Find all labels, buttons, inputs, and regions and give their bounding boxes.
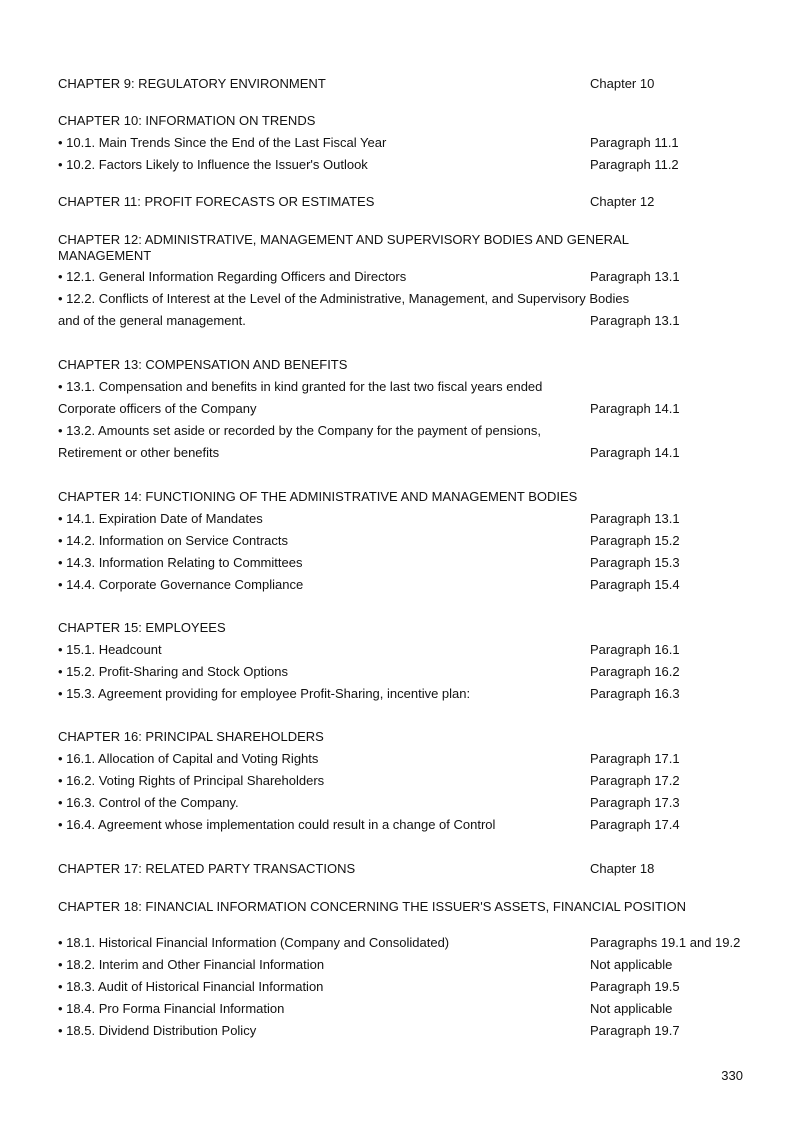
item-label: • 18.1. Historical Financial Information (Company and Consolidated) <box>58 935 450 950</box>
reference: Paragraph 13.1 <box>590 511 680 526</box>
reference: Not applicable <box>590 957 673 972</box>
item-label: • 18.4. Pro Forma Financial Information <box>58 1001 285 1016</box>
item-label: • 14.3. Information Relating to Committees <box>58 555 303 570</box>
chapter-heading: CHAPTER 17: RELATED PARTY TRANSACTIONS <box>58 861 356 876</box>
item-label: • 15.3. Agreement providing for employee Profit-Sharing, incentive plan: <box>58 686 471 701</box>
item-label: • 15.1. Headcount <box>58 642 162 657</box>
reference: Paragraph 16.2 <box>590 664 680 679</box>
chapter-9-row <box>58 75 758 93</box>
item-label: • 13.1. Compensation and benefits in kind granted for the last two fiscal years ended <box>58 379 543 394</box>
chapter-16-row <box>58 728 758 746</box>
item-label: • 16.3. Control of the Company. <box>58 795 239 810</box>
reference: Paragraph 17.3 <box>590 795 680 810</box>
toc-item <box>58 934 758 952</box>
toc-item <box>58 290 758 308</box>
chapter-15-row <box>58 619 758 637</box>
item-label: • 12.1. General Information Regarding Officers and Directors <box>58 269 407 284</box>
reference: Paragraph 16.3 <box>590 686 680 701</box>
chapter-heading: CHAPTER 11: PROFIT FORECASTS OR ESTIMATES <box>58 194 375 209</box>
chapter-11-row <box>58 193 758 211</box>
item-label: • 18.2. Interim and Other Financial Information <box>58 957 325 972</box>
reference: Paragraph 14.1 <box>590 401 680 416</box>
item-label: • 10.2. Factors Likely to Influence the Issuer's Outlook <box>58 157 368 172</box>
toc-item <box>58 978 758 996</box>
reference: Paragraph 15.4 <box>590 577 680 592</box>
item-label: • 12.2. Conflicts of Interest at the Level of the Administrative, Management, and Supervisory Bodies <box>58 291 630 306</box>
reference: Paragraph 17.2 <box>590 773 680 788</box>
item-label: Corporate officers of the Company <box>58 401 257 416</box>
chapter-heading: CHAPTER 18: FINANCIAL INFORMATION CONCERNING THE ISSUER'S ASSETS, FINANCIAL POSITION <box>58 899 687 914</box>
item-label: Retirement or other benefits <box>58 445 220 460</box>
toc-item <box>58 956 758 974</box>
toc-item <box>58 750 758 768</box>
item-label: • 13.2. Amounts set aside or recorded by the Company for the payment of pensions, <box>58 423 541 438</box>
page-number: 330 <box>721 1068 743 1083</box>
item-label: • 16.4. Agreement whose implementation could result in a change of Control <box>58 817 496 832</box>
chapter-10-row <box>58 112 758 130</box>
toc-item <box>58 816 758 834</box>
chapter-18-row <box>58 898 758 916</box>
reference: Paragraph 17.4 <box>590 817 680 832</box>
reference: Paragraph 15.3 <box>590 555 680 570</box>
toc-item <box>58 1022 758 1040</box>
toc-item <box>58 772 758 790</box>
chapter-heading: CHAPTER 16: PRINCIPAL SHAREHOLDERS <box>58 729 324 744</box>
toc-item <box>58 156 758 174</box>
chapter-12-heading: CHAPTER 12: ADMINISTRATIVE, MANAGEMENT AND SUPERVISORY BODIES AND GENERAL MANAGEMENT <box>58 232 629 263</box>
toc-item-continuation <box>58 400 758 418</box>
toc-item <box>58 663 758 681</box>
reference: Paragraph 19.5 <box>590 979 680 994</box>
item-label: • 14.1. Expiration Date of Mandates <box>58 511 263 526</box>
chapter-heading: CHAPTER 10: INFORMATION ON TRENDS <box>58 113 316 128</box>
item-label: • 16.2. Voting Rights of Principal Shareholders <box>58 773 325 788</box>
reference: Not applicable <box>590 1001 673 1016</box>
toc-item-continuation <box>58 312 758 330</box>
reference: Paragraph 13.1 <box>590 269 680 284</box>
reference: Paragraph 15.2 <box>590 533 680 548</box>
chapter-14-row <box>58 488 758 506</box>
reference: Paragraph 16.1 <box>590 642 680 657</box>
reference: Paragraph 19.7 <box>590 1023 680 1038</box>
toc-item <box>58 422 758 440</box>
item-label: • 14.2. Information on Service Contracts <box>58 533 288 548</box>
chapter-13-row <box>58 356 758 374</box>
toc-item <box>58 532 758 550</box>
toc-item <box>58 685 758 703</box>
reference: Paragraph 13.1 <box>590 313 680 328</box>
chapter-heading: CHAPTER 15: EMPLOYEES <box>58 620 226 635</box>
item-label: • 18.3. Audit of Historical Financial Information <box>58 979 324 994</box>
toc-item <box>58 378 758 396</box>
item-label: and of the general management. <box>58 313 246 328</box>
item-label: • 16.1. Allocation of Capital and Voting Rights <box>58 751 319 766</box>
reference: Paragraph 14.1 <box>590 445 680 460</box>
toc-item <box>58 554 758 572</box>
toc-item-continuation <box>58 444 758 462</box>
reference: Paragraph 11.1 <box>590 135 679 150</box>
toc-item <box>58 510 758 528</box>
chapter-heading: CHAPTER 13: COMPENSATION AND BENEFITS <box>58 357 348 372</box>
toc-item <box>58 1000 758 1018</box>
toc-item <box>58 794 758 812</box>
chapter-heading: CHAPTER 9: REGULATORY ENVIRONMENT <box>58 76 326 91</box>
toc-item <box>58 641 758 659</box>
toc-item <box>58 576 758 594</box>
reference: Paragraph 11.2 <box>590 157 679 172</box>
toc-item <box>58 268 758 286</box>
item-label: • 10.1. Main Trends Since the End of the Last Fiscal Year <box>58 135 387 150</box>
reference: Paragraphs 19.1 and 19.2 <box>590 935 741 950</box>
reference: Chapter 18 <box>590 861 655 876</box>
chapter-17-row <box>58 860 758 878</box>
toc-item <box>58 134 758 152</box>
reference: Paragraph 17.1 <box>590 751 680 766</box>
item-label: • 14.4. Corporate Governance Compliance <box>58 577 304 592</box>
chapter-heading: CHAPTER 14: FUNCTIONING OF THE ADMINISTRATIVE AND MANAGEMENT BODIES <box>58 489 578 504</box>
item-label: • 15.2. Profit-Sharing and Stock Options <box>58 664 289 679</box>
reference: Chapter 10 <box>590 76 655 91</box>
reference: Chapter 12 <box>590 194 655 209</box>
item-label: • 18.5. Dividend Distribution Policy <box>58 1023 257 1038</box>
